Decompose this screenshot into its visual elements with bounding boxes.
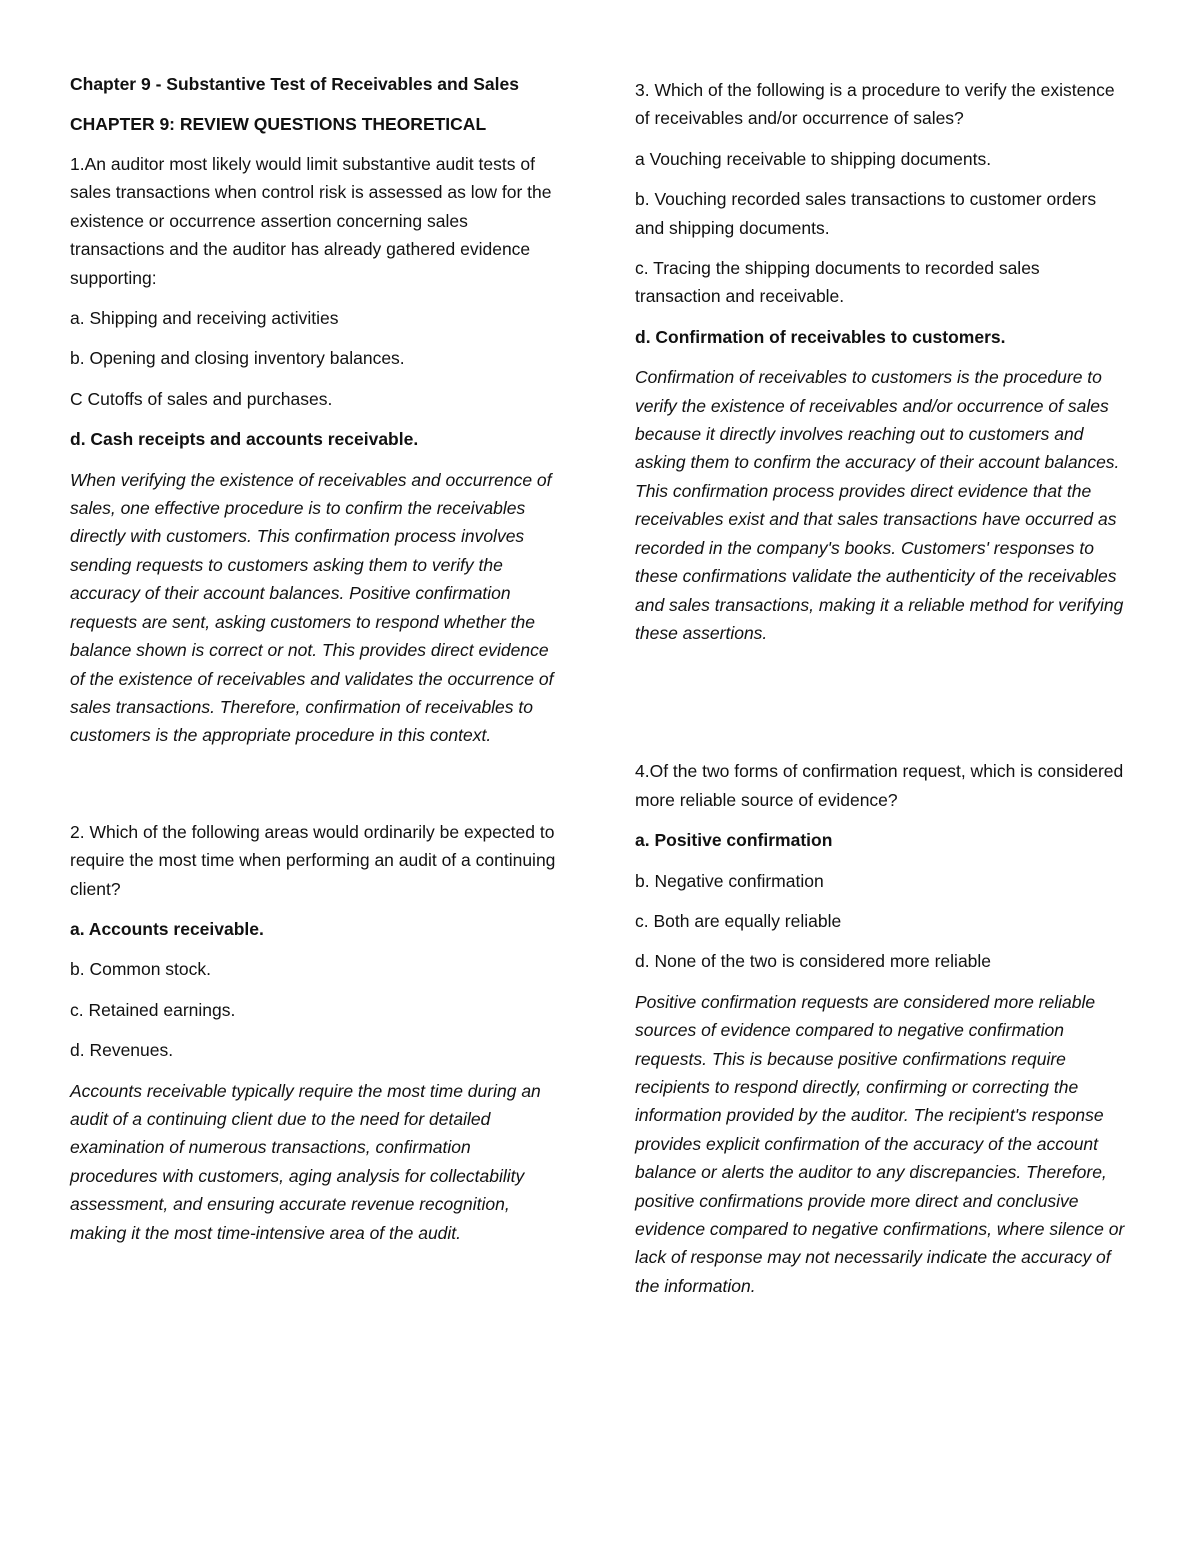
- option: b. Vouching recorded sales transactions to customer orders and shipping documents.: [635, 189, 1097, 238]
- option: c. Both are equally reliable: [635, 910, 842, 931]
- chapter-title: Chapter 9 - Substantive Test of Receivables and Sales: [70, 74, 519, 94]
- right-column: [635, 70, 1127, 1312]
- explanation: Accounts receivable typically require the most time during an audit of a continuing client due to the need for detailed examination of numerous transactions, confirmation procedures with customers, aging analysis for collectability assessment, and ensuring accurate revenue recognition, making it the most time-intensive area of the audit.: [70, 1080, 541, 1243]
- option: c. Retained earnings.: [70, 999, 236, 1020]
- option: d. Revenues.: [70, 1040, 174, 1061]
- option: b. Common stock.: [70, 959, 212, 980]
- question-text: 2. Which of the following areas would ordinarily be expected to require the most time when performing an audit of a continuing client?: [70, 821, 556, 899]
- option: b. Negative confirmation: [635, 870, 824, 891]
- question-text: 4.Of the two forms of confirmation request, which is considered more reliable source of evidence?: [635, 761, 1124, 810]
- option: c. Tracing the shipping documents to recorded sales transaction and receivable.: [635, 258, 1040, 307]
- option: b. Opening and closing inventory balances.: [70, 348, 405, 369]
- question-block: [635, 76, 1127, 647]
- explanation: When verifying the existence of receivables and occurrence of sales, one effective procedure is to confirm the receivables directly with customers. This confirmation process involves sending requests to customers asking them to verify the accuracy of their account balances. Positive confirmation requests are sent, asking customers to respond whether the balance shown is correct or not. This provides direct evidence of the existence of receivables and validates the occurrence of sales transactions. Therefore, confirmation of receivables to customers is the appropriate procedure in this context.: [70, 469, 554, 746]
- question-block: [635, 757, 1127, 1300]
- option: C Cutoffs of sales and purchases.: [70, 388, 333, 409]
- correct-option: d. Confirmation of receivables to customers.: [635, 326, 1006, 347]
- correct-option: a. Positive confirmation: [635, 830, 833, 851]
- question-block: [70, 818, 562, 1247]
- question-text: 3. Which of the following is a procedure to verify the existence of receivables and/or occurrence of sales?: [635, 80, 1115, 129]
- explanation: Positive confirmation requests are considered more reliable sources of evidence compared to negative confirmation requests. This is because positive confirmations require recipients to respond directly, confirming or correcting the information provided by the auditor. The recipient's response provides explicit confirmation of the accuracy of the account balance or alerts the auditor to any discrepancies. Therefore, positive confirmations provide more direct and conclusive evidence compared to negative confirmations, where silence or lack of response may not necessarily indicate the accuracy of the information.: [635, 991, 1125, 1296]
- left-column: [70, 70, 562, 1259]
- correct-option: a. Accounts receivable.: [70, 918, 264, 939]
- option: a Vouching receivable to shipping documents.: [635, 148, 992, 169]
- section-title: CHAPTER 9: REVIEW QUESTIONS THEORETICAL: [70, 114, 487, 134]
- question-block: [70, 150, 562, 750]
- option: a. Shipping and receiving activities: [70, 308, 339, 329]
- option: d. None of the two is considered more reliable: [635, 951, 992, 972]
- question-text: 1.An auditor most likely would limit substantive audit tests of sales transactions when control risk is assessed as low for the existence or occurrence assertion concerning sales transactions and the auditor has already gathered evidence supporting:: [70, 154, 552, 288]
- explanation: Confirmation of receivables to customers is the procedure to verify the existence of receivables and/or occurrence of sales because it directly involves reaching out to customers and asking them to confirm the accuracy of their account balances. This confirmation process provides direct evidence that the receivables exist and that sales transactions have occurred as recorded in the company's books. Customers' responses to these confirmations validate the authenticity of the receivables and sales transactions, making it a reliable method for verifying these assertions.: [635, 367, 1124, 643]
- correct-option: d. Cash receipts and accounts receivable.: [70, 429, 419, 450]
